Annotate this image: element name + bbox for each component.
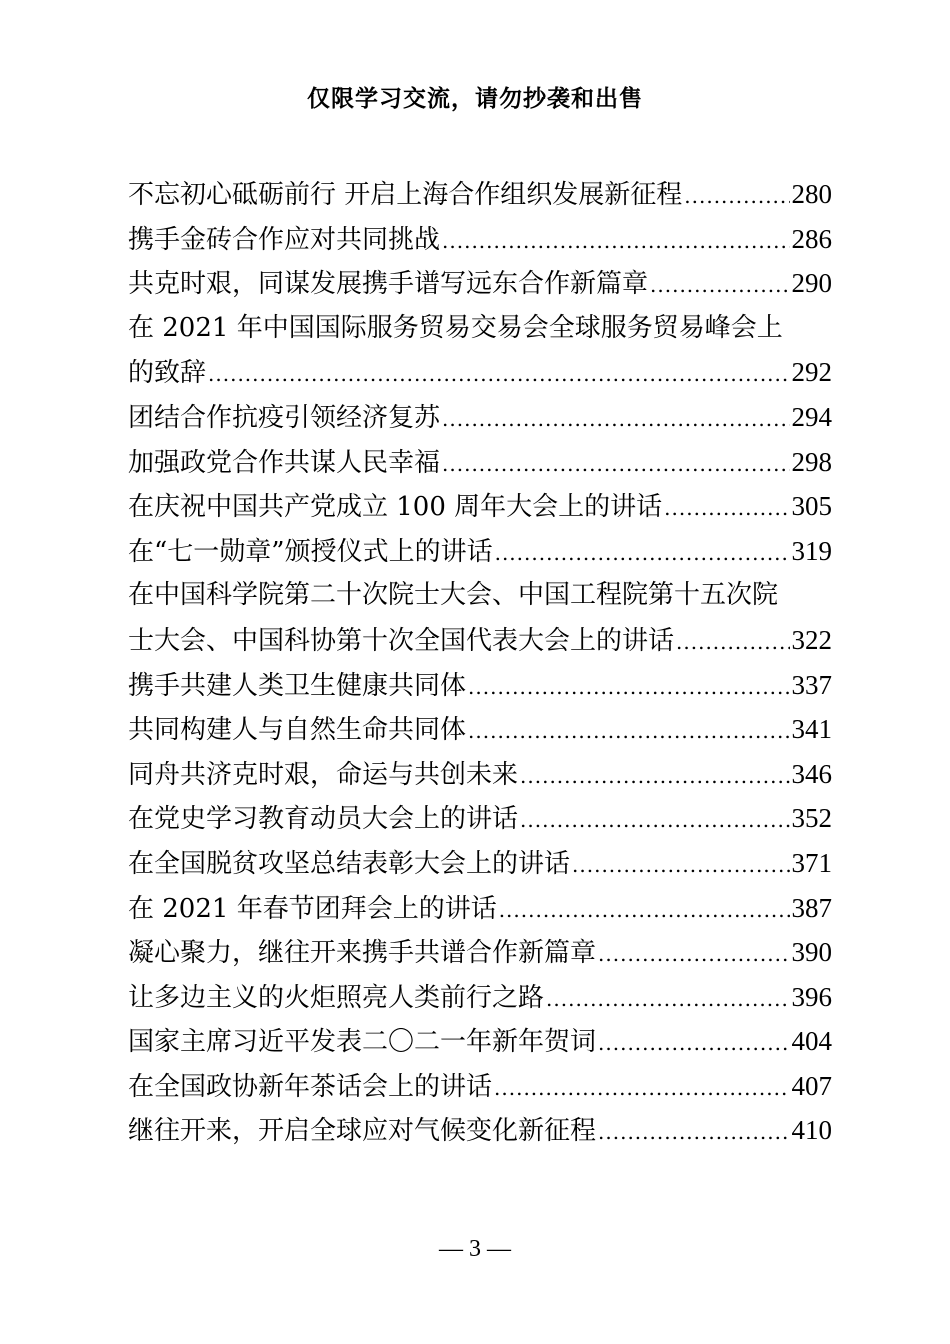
toc-dot-leader bbox=[494, 1066, 789, 1111]
toc-entry-page-number: 387 bbox=[791, 892, 832, 923]
toc-dot-leader bbox=[495, 531, 790, 576]
toc-entry-page-number: 298 bbox=[791, 446, 832, 477]
toc-entry-page-number: 337 bbox=[791, 669, 832, 700]
toc-dot-leader bbox=[572, 843, 789, 888]
toc-entry-title: 在“七一勋章”颁授仪式上的讲话 bbox=[128, 536, 493, 567]
toc-entry-page-number: 319 bbox=[791, 535, 832, 566]
toc-dot-leader bbox=[208, 352, 789, 397]
toc-entry-title: 士大会、中国科协第十次全国代表大会上的讲话 bbox=[128, 625, 675, 656]
toc-entry-title: 同舟共济克时艰，命运与共创未来 bbox=[128, 759, 519, 790]
toc-entry-title: 共克时艰，同谋发展携手谱写远东合作新篇章 bbox=[128, 269, 649, 300]
toc-entry-page-number: 352 bbox=[791, 803, 832, 834]
toc-dot-leader bbox=[684, 174, 789, 219]
toc-entry-page-number: 322 bbox=[791, 624, 832, 655]
page-header-notice: 仅限学习交流，请勿抄袭和出售 bbox=[307, 85, 643, 112]
toc-entry-title: 共同构建人与自然生命共同体 bbox=[128, 715, 467, 746]
toc-entry[interactable] bbox=[128, 217, 832, 262]
toc-entry-title: 加强政党合作共谋人民幸福 bbox=[128, 447, 441, 478]
toc-dot-leader bbox=[442, 219, 789, 264]
toc-dot-leader bbox=[598, 1110, 789, 1155]
toc-entry-page-number: 396 bbox=[791, 981, 832, 1012]
toc-entry[interactable] bbox=[128, 573, 832, 618]
toc-entry-page-number: 292 bbox=[791, 357, 832, 388]
toc-entry-page-number: 404 bbox=[791, 1026, 832, 1057]
table-of-contents bbox=[128, 172, 832, 1153]
toc-entry-page-number: 390 bbox=[791, 937, 832, 968]
toc-entry-page-number: 290 bbox=[791, 268, 832, 299]
toc-entry[interactable] bbox=[128, 529, 832, 574]
toc-entry-page-number: 286 bbox=[791, 223, 832, 254]
toc-entry[interactable] bbox=[128, 618, 832, 663]
toc-dot-leader bbox=[598, 1021, 789, 1066]
toc-entry[interactable] bbox=[128, 1019, 832, 1064]
toc-entry-page-number: 346 bbox=[791, 758, 832, 789]
toc-dot-leader bbox=[546, 977, 789, 1022]
toc-entry-title: 携手共建人类卫生健康共同体 bbox=[128, 670, 467, 701]
toc-dot-leader bbox=[468, 709, 789, 754]
toc-entry-title: 在中国科学院第二十次院士大会、中国工程院第十五次院 bbox=[128, 580, 779, 611]
toc-entry-title: 在全国脱贫攻坚总结表彰大会上的讲话 bbox=[128, 848, 571, 879]
toc-entry[interactable] bbox=[128, 930, 832, 975]
toc-entry[interactable] bbox=[128, 172, 832, 217]
toc-entry[interactable] bbox=[128, 886, 832, 931]
toc-dot-leader bbox=[520, 754, 789, 799]
toc-entry-title: 的致辞 bbox=[128, 358, 207, 389]
toc-entry-page-number: 294 bbox=[791, 401, 832, 432]
toc-entry-title: 携手金砖合作应对共同挑战 bbox=[128, 224, 441, 255]
toc-entry-page-number: 410 bbox=[791, 1115, 832, 1146]
toc-entry[interactable] bbox=[128, 707, 832, 752]
toc-entry[interactable] bbox=[128, 796, 832, 841]
toc-entry[interactable] bbox=[128, 1064, 832, 1109]
toc-dot-leader bbox=[442, 442, 789, 487]
toc-entry-page-number: 371 bbox=[791, 847, 832, 878]
toc-entry-title: 团结合作抗疫引领经济复苏 bbox=[128, 402, 441, 433]
toc-entry-title: 继往开来，开启全球应对气候变化新征程 bbox=[128, 1116, 597, 1147]
toc-entry[interactable] bbox=[128, 663, 832, 708]
toc-entry-title: 在全国政协新年茶话会上的讲话 bbox=[128, 1071, 493, 1102]
toc-entry-title: 在 2021 年中国国际服务贸易交易会全球服务贸易峰会上 bbox=[128, 312, 783, 343]
toc-entry-page-number: 341 bbox=[791, 714, 832, 745]
toc-entry[interactable] bbox=[128, 350, 832, 395]
toc-entry-page-number: 280 bbox=[791, 179, 832, 209]
toc-dot-leader bbox=[650, 263, 789, 308]
toc-entry[interactable] bbox=[128, 395, 832, 440]
toc-entry-title: 在党史学习教育动员大会上的讲话 bbox=[128, 804, 519, 835]
toc-dot-leader bbox=[499, 888, 790, 933]
toc-entry-title: 让多边主义的火炬照亮人类前行之路 bbox=[128, 982, 545, 1013]
toc-entry-title: 在庆祝中国共产党成立 100 周年大会上的讲话 bbox=[128, 492, 663, 523]
toc-dot-leader bbox=[676, 620, 789, 665]
toc-entry-page-number: 407 bbox=[791, 1070, 832, 1101]
toc-entry-title: 国家主席习近平发表二〇二一年新年贺词 bbox=[128, 1027, 597, 1058]
toc-dot-leader bbox=[598, 932, 789, 977]
toc-entry-title: 不忘初心砥砺前行 开启上海合作组织发展新征程 bbox=[128, 180, 683, 210]
toc-entry-title: 凝心聚力，继往开来携手共谱合作新篇章 bbox=[128, 938, 597, 969]
toc-dot-leader bbox=[468, 665, 789, 710]
toc-entry[interactable] bbox=[128, 752, 832, 797]
toc-entry-title: 在 2021 年春节团拜会上的讲话 bbox=[128, 893, 497, 924]
toc-entry-page-number: 305 bbox=[791, 491, 832, 522]
toc-entry[interactable] bbox=[128, 841, 832, 886]
toc-entry[interactable] bbox=[128, 484, 832, 529]
toc-entry[interactable] bbox=[128, 1108, 832, 1153]
toc-dot-leader bbox=[664, 486, 789, 531]
toc-entry[interactable] bbox=[128, 261, 832, 306]
page-number-footer: — 3 — bbox=[439, 1236, 511, 1262]
toc-dot-leader bbox=[520, 798, 789, 843]
toc-dot-leader bbox=[442, 397, 789, 442]
toc-entry[interactable] bbox=[128, 306, 832, 351]
toc-entry[interactable] bbox=[128, 440, 832, 485]
toc-entry[interactable] bbox=[128, 975, 832, 1020]
